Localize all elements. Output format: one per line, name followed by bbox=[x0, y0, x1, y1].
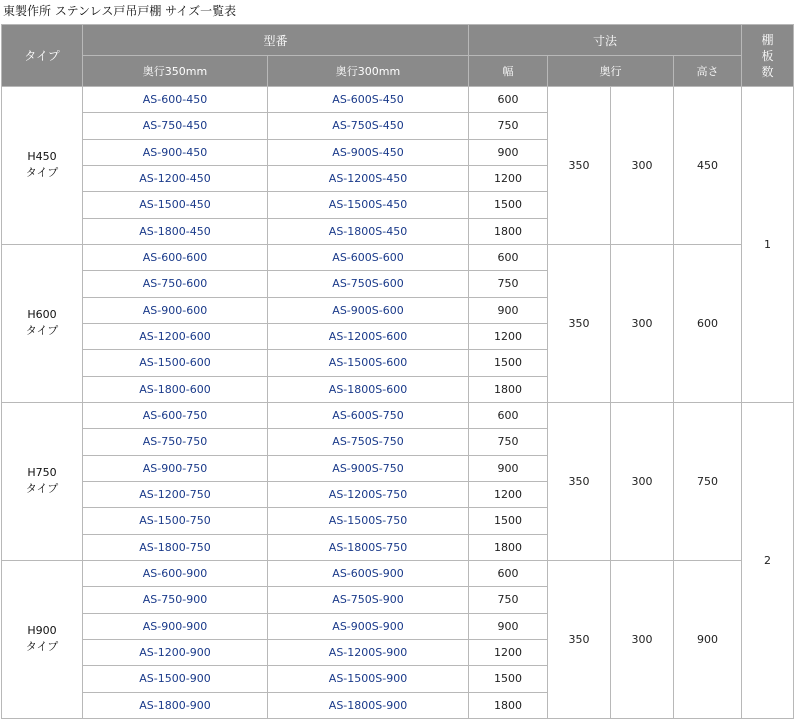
model-300-cell: AS-750S-450 bbox=[268, 113, 469, 139]
model-300-cell: AS-600S-900 bbox=[268, 560, 469, 586]
width-cell: 900 bbox=[469, 139, 548, 165]
height-cell: 900 bbox=[674, 560, 742, 718]
model-350-cell: AS-1800-750 bbox=[83, 534, 268, 560]
type-label: H900 bbox=[27, 624, 57, 638]
model-350-cell: AS-1200-750 bbox=[83, 481, 268, 507]
header-model: 型番 bbox=[83, 25, 469, 56]
model-350-cell: AS-1500-750 bbox=[83, 508, 268, 534]
model-350-cell: AS-1500-450 bbox=[83, 192, 268, 218]
width-cell: 1500 bbox=[469, 666, 548, 692]
type-label: H450 bbox=[27, 150, 57, 164]
width-cell: 750 bbox=[469, 429, 548, 455]
depth-350-cell: 350 bbox=[548, 244, 611, 402]
model-300-cell: AS-600S-450 bbox=[268, 87, 469, 113]
width-cell: 900 bbox=[469, 613, 548, 639]
depth-350-cell: 350 bbox=[548, 87, 611, 245]
model-350-cell: AS-1500-900 bbox=[83, 666, 268, 692]
width-cell: 900 bbox=[469, 297, 548, 323]
header-depth-350: 奥行350mm bbox=[83, 56, 268, 87]
model-300-cell: AS-750S-600 bbox=[268, 271, 469, 297]
model-300-cell: AS-1200S-750 bbox=[268, 481, 469, 507]
type-label: H600 bbox=[27, 308, 57, 322]
model-350-cell: AS-600-600 bbox=[83, 244, 268, 270]
table-row bbox=[2, 402, 794, 428]
width-cell: 1200 bbox=[469, 639, 548, 665]
model-350-cell: AS-750-600 bbox=[83, 271, 268, 297]
depth-300-cell: 300 bbox=[611, 244, 674, 402]
table-row bbox=[2, 560, 794, 586]
model-300-cell: AS-600S-750 bbox=[268, 402, 469, 428]
model-350-cell: AS-600-750 bbox=[83, 402, 268, 428]
header-depth: 奥行 bbox=[548, 56, 674, 87]
width-cell: 900 bbox=[469, 455, 548, 481]
depth-300-cell: 300 bbox=[611, 402, 674, 560]
width-cell: 750 bbox=[469, 271, 548, 297]
type-cell bbox=[2, 402, 83, 560]
model-350-cell: AS-1200-450 bbox=[83, 165, 268, 191]
height-cell: 600 bbox=[674, 244, 742, 402]
width-cell: 750 bbox=[469, 113, 548, 139]
header-shelves bbox=[742, 25, 794, 87]
model-300-cell: AS-600S-600 bbox=[268, 244, 469, 270]
depth-350-cell: 350 bbox=[548, 560, 611, 718]
width-cell: 1200 bbox=[469, 165, 548, 191]
model-300-cell: AS-1800S-600 bbox=[268, 376, 469, 402]
header-dimensions: 寸法 bbox=[469, 25, 742, 56]
width-cell: 600 bbox=[469, 402, 548, 428]
model-350-cell: AS-750-900 bbox=[83, 587, 268, 613]
model-300-cell: AS-1800S-900 bbox=[268, 692, 469, 718]
width-cell: 600 bbox=[469, 560, 548, 586]
model-350-cell: AS-900-900 bbox=[83, 613, 268, 639]
width-cell: 600 bbox=[469, 244, 548, 270]
model-300-cell: AS-900S-600 bbox=[268, 297, 469, 323]
type-suffix: タイプ bbox=[25, 640, 59, 654]
model-300-cell: AS-750S-900 bbox=[268, 587, 469, 613]
model-300-cell: AS-900S-900 bbox=[268, 613, 469, 639]
model-300-cell: AS-1500S-750 bbox=[268, 508, 469, 534]
type-suffix: タイプ bbox=[25, 482, 59, 496]
shelf-count-cell: 1 bbox=[742, 87, 794, 403]
type-suffix: タイプ bbox=[25, 324, 59, 338]
model-350-cell: AS-750-750 bbox=[83, 429, 268, 455]
page-title: 東製作所 ステンレス戸吊戸棚 サイズ一覧表 bbox=[3, 4, 237, 18]
model-350-cell: AS-1800-900 bbox=[83, 692, 268, 718]
height-cell: 450 bbox=[674, 87, 742, 245]
width-cell: 1200 bbox=[469, 481, 548, 507]
header-shelves-char3: 数 bbox=[761, 64, 774, 79]
model-300-cell: AS-1500S-450 bbox=[268, 192, 469, 218]
model-300-cell: AS-1800S-750 bbox=[268, 534, 469, 560]
width-cell: 750 bbox=[469, 587, 548, 613]
table-row bbox=[2, 244, 794, 270]
table-body bbox=[2, 87, 794, 719]
header-width: 幅 bbox=[469, 56, 548, 87]
header-height: 高さ bbox=[674, 56, 742, 87]
model-350-cell: AS-1200-600 bbox=[83, 323, 268, 349]
height-cell: 750 bbox=[674, 402, 742, 560]
width-cell: 1800 bbox=[469, 218, 548, 244]
type-suffix: タイプ bbox=[25, 166, 59, 180]
model-350-cell: AS-600-900 bbox=[83, 560, 268, 586]
model-350-cell: AS-900-600 bbox=[83, 297, 268, 323]
depth-300-cell: 300 bbox=[611, 560, 674, 718]
model-350-cell: AS-1800-600 bbox=[83, 376, 268, 402]
model-300-cell: AS-900S-450 bbox=[268, 139, 469, 165]
model-300-cell: AS-1800S-450 bbox=[268, 218, 469, 244]
model-350-cell: AS-900-750 bbox=[83, 455, 268, 481]
width-cell: 1800 bbox=[469, 692, 548, 718]
type-cell bbox=[2, 87, 83, 245]
header-depth-300: 奥行300mm bbox=[268, 56, 469, 87]
model-300-cell: AS-1200S-600 bbox=[268, 323, 469, 349]
model-300-cell: AS-1500S-600 bbox=[268, 350, 469, 376]
type-label: H750 bbox=[27, 466, 57, 480]
shelf-count-cell: 2 bbox=[742, 402, 794, 718]
model-350-cell: AS-1200-900 bbox=[83, 639, 268, 665]
type-cell bbox=[2, 244, 83, 402]
size-table bbox=[1, 24, 794, 719]
header-type: タイプ bbox=[2, 25, 83, 87]
width-cell: 1800 bbox=[469, 534, 548, 560]
model-350-cell: AS-750-450 bbox=[83, 113, 268, 139]
width-cell: 600 bbox=[469, 87, 548, 113]
model-350-cell: AS-600-450 bbox=[83, 87, 268, 113]
table-row bbox=[2, 87, 794, 113]
model-350-cell: AS-1500-600 bbox=[83, 350, 268, 376]
width-cell: 1800 bbox=[469, 376, 548, 402]
type-cell bbox=[2, 560, 83, 718]
width-cell: 1500 bbox=[469, 508, 548, 534]
header-shelves-char1: 棚 bbox=[761, 32, 774, 47]
model-300-cell: AS-1200S-450 bbox=[268, 165, 469, 191]
model-300-cell: AS-1200S-900 bbox=[268, 639, 469, 665]
model-350-cell: AS-1800-450 bbox=[83, 218, 268, 244]
model-300-cell: AS-900S-750 bbox=[268, 455, 469, 481]
model-300-cell: AS-750S-750 bbox=[268, 429, 469, 455]
header-shelves-char2: 板 bbox=[761, 48, 774, 63]
width-cell: 1200 bbox=[469, 323, 548, 349]
width-cell: 1500 bbox=[469, 192, 548, 218]
width-cell: 1500 bbox=[469, 350, 548, 376]
depth-300-cell: 300 bbox=[611, 87, 674, 245]
model-350-cell: AS-900-450 bbox=[83, 139, 268, 165]
depth-350-cell: 350 bbox=[548, 402, 611, 560]
model-300-cell: AS-1500S-900 bbox=[268, 666, 469, 692]
